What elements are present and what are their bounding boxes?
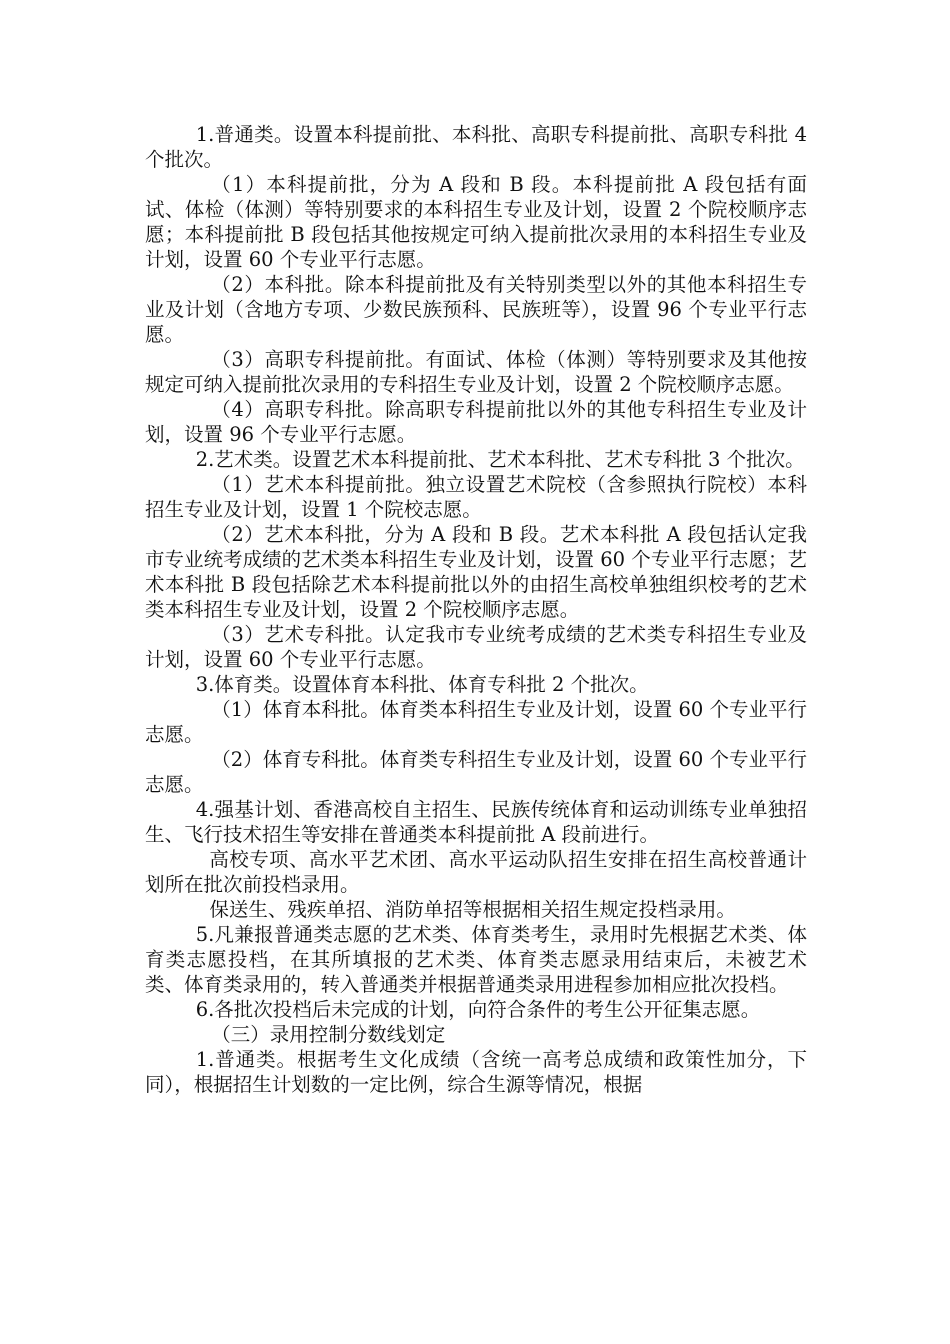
paragraph-art-undergrad-batch: （2）艺术本科批，分为 A 段和 B 段。艺术本科批 A 段包括认定我市专业统考成绩的艺术类本科招生专业及计划，设置 60 个专业平行志愿；艺术本科批 B 段包括除艺术本科提前批以外的由招生高校单独组织校考的艺术类本科招生专业及计划，设置 2 个院校顺序志愿。 [145,523,807,621]
paragraph-vocational-early-batch: （3）高职专科提前批。有面试、体检（体测）等特别要求及其他按规定可纳入提前批次录用的专科招生专业及计划，设置 2 个院校顺序志愿。 [145,348,807,396]
paragraph-art-category: 2.艺术类。设置艺术本科提前批、艺术本科批、艺术专科批 3 个批次。 [195,448,805,471]
paragraph-art-vocational-batch: （3）艺术专科批。认定我市专业统考成绩的艺术类专科招生专业及计划，设置 60 个专业平行志愿。 [145,623,807,671]
paragraph-undergrad-early-batch: （1）本科提前批，分为 A 段和 B 段。本科提前批 A 段包括有面试、体检（体测）等特别要求的本科招生专业及计划，设置 2 个院校顺序志愿；本科提前批 B 段包括其他按规定可纳入提前批次录用的本科招生专业及计划，设置 60 个专业平行志愿。 [145,173,807,271]
paragraph-undergrad-batch: （2）本科批。除本科提前批及有关特别类型以外的其他本科招生专业及计划（含地方专项、少数民族预科、民族班等），设置 96 个专业平行志愿。 [145,273,807,346]
paragraph-sports-undergrad-batch: （1）体育本科批。体育类本科招生专业及计划，设置 60 个专业平行志愿。 [145,698,807,746]
paragraph-general-score-line: 1.普通类。根据考生文化成绩（含统一高考总成绩和政策性加分，下同），根据招生计划数的一定比例，综合生源等情况，根据 [145,1048,807,1096]
paragraph-sports-vocational-batch: （2）体育专科批。体育类专科招生专业及计划，设置 60 个专业平行志愿。 [145,748,807,796]
document-page [145,122,807,1097]
paragraph-open-collection: 6.各批次投档后未完成的计划，向符合条件的考生公开征集志愿。 [195,998,761,1021]
paragraph-special-university-programs: 高校专项、高水平艺术团、高水平运动队招生安排在招生高校普通计划所在批次前投档录用。 [145,848,807,896]
paragraph-dual-application: 5.凡兼报普通类志愿的艺术类、体育类考生，录用时先根据艺术类、体育类志愿投档，在其所填报的艺术类、体育类志愿录用结束后，未被艺术类、体育类录用的，转入普通类并根据普通类录用进程参加相应批次投档。 [145,923,807,996]
paragraph-general-category: 1.普通类。设置本科提前批、本科批、高职专科提前批、高职专科批 4 个批次。 [145,123,807,171]
paragraph-art-undergrad-early-batch: （1）艺术本科提前批。独立设置艺术院校（含参照执行院校）本科招生专业及计划，设置 1 个院校志愿。 [145,473,807,521]
section-heading-score-lines: （三）录用控制分数线划定 [211,1023,446,1046]
paragraph-recommended-students: 保送生、残疾单招、消防单招等根据相关招生规定投档录用。 [209,898,736,921]
paragraph-special-programs: 4.强基计划、香港高校自主招生、民族传统体育和运动训练专业单独招生、飞行技术招生等安排在普通类本科提前批 A 段前进行。 [145,798,807,846]
paragraph-sports-category: 3.体育类。设置体育本科批、体育专科批 2 个批次。 [195,673,649,696]
paragraph-vocational-batch: （4）高职专科批。除高职专科提前批以外的其他专科招生专业及计划，设置 96 个专业平行志愿。 [145,398,807,446]
